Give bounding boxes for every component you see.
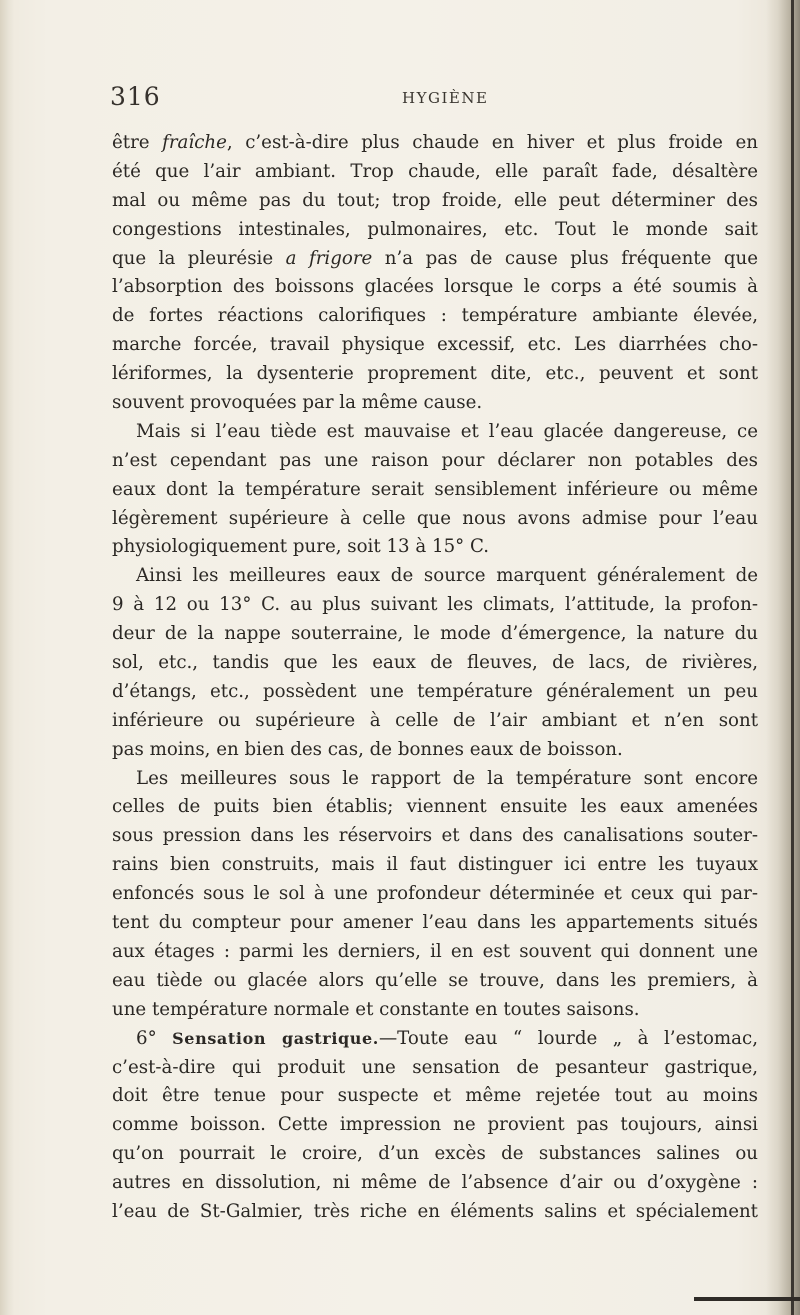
- text-line: enfoncés sous le sol à une profondeur déterminée et ceux qui par-: [112, 883, 758, 905]
- running-title: HYGIÈNE: [402, 89, 489, 107]
- page-edge-shadow: [766, 0, 800, 1315]
- text-line: l’eau de St-Galmier, très riche en éléments salins et spécialement: [112, 1200, 758, 1222]
- text-line: congestions intestinales, pulmonaires, etc. Tout le monde sait: [112, 218, 758, 240]
- text-line: doit être tenue pour suspecte et même rejetée tout au moins: [112, 1085, 758, 1107]
- italic-term: fraîche: [162, 132, 227, 153]
- text-line: pas moins, en bien des cas, de bonnes eaux de boisson.: [112, 738, 623, 760]
- text-line: souvent provoquées par la même cause.: [112, 392, 483, 414]
- text-line: tent du compteur pour amener l’eau dans les appartements situés: [112, 912, 758, 934]
- text-line: qu’on pourrait le croire, d’un excès de substances salines ou: [112, 1143, 758, 1165]
- page-bottom-rule: [694, 1297, 800, 1301]
- section-heading: Sensation gastrique.: [172, 1028, 379, 1048]
- text-line: physiologiquement pure, soit 13 à 15° C.: [112, 536, 490, 558]
- italic-term: a frigore: [285, 247, 373, 269]
- text-line: n’est cependant pas une raison pour déclarer non potables des: [112, 449, 758, 471]
- text-line: de fortes réactions calorifiques : température ambiante élevée,: [112, 305, 758, 327]
- text-line: que la pleurésie a frigore n’a pas de cause plus fréquente que: [112, 247, 758, 269]
- body-text: [112, 129, 758, 1227]
- page-binding-shadow: [0, 0, 14, 1315]
- text-line: été que l’air ambiant. Trop chaude, elle paraît fade, désaltère: [112, 160, 758, 182]
- page-number: 316: [110, 82, 161, 111]
- text-line: inférieure ou supérieure à celle de l’air ambiant et n’en sont: [112, 709, 758, 731]
- text-line: sous pression dans les réservoirs et dans des canalisations souter-: [112, 825, 758, 847]
- text-line: comme boisson. Cette impression ne provient pas toujours, ainsi: [112, 1114, 758, 1136]
- text-line: une température normale et constante en toutes saisons.: [112, 998, 640, 1020]
- section-heading-line: 6° Sensation gastrique.—Toute eau “ lourde „ à l’estomac,: [136, 1027, 758, 1049]
- text-line: aux étages : parmi les derniers, il en est souvent qui donnent une: [112, 940, 758, 962]
- text-line: c’est-à-dire qui produit une sensation de pesanteur gastrique,: [112, 1056, 758, 1078]
- text-line: Ainsi les meilleures eaux de source marquent généralement de: [136, 565, 758, 587]
- text-line: eau tiède ou glacée alors qu’elle se trouve, dans les premiers, à: [112, 969, 758, 991]
- text-line: mal ou même pas du tout; trop froide, elle peut déterminer des: [112, 189, 758, 211]
- text-line: eaux dont la température serait sensiblement inférieure ou même: [112, 478, 758, 500]
- text-line: deur de la nappe souterraine, le mode d’émergence, la nature du: [112, 623, 758, 645]
- text-line: rains bien construits, mais il faut distinguer ici entre les tuyaux: [112, 854, 758, 876]
- text-line: Les meilleures sous le rapport de la température sont encore: [136, 767, 758, 789]
- text-line: d’étangs, etc., possèdent une température généralement un peu: [112, 680, 758, 702]
- text-line: légèrement supérieure à celle que nous avons admise pour l’eau: [112, 507, 758, 529]
- text-line: Mais si l’eau tiède est mauvaise et l’eau glacée dangereuse, ce: [136, 420, 758, 442]
- page-edge-rule: [791, 0, 794, 1315]
- text-line: autres en dissolution, ni même de l’absence d’air ou d’oxygène :: [112, 1172, 758, 1194]
- text-line: celles de puits bien établis; viennent ensuite les eaux amenées: [112, 796, 758, 818]
- running-head: [110, 82, 760, 112]
- text-line: marche forcée, travail physique excessif, etc. Les diarrhées cho-: [112, 334, 758, 356]
- text-line: sol, etc., tandis que les eaux de fleuves, de lacs, de rivières,: [112, 652, 758, 674]
- text-line: être fraîche, c’est-à-dire plus chaude en hiver et plus froide en: [112, 132, 759, 153]
- text-line: 9 à 12 ou 13° C. au plus suivant les climats, l’attitude, la profon-: [112, 594, 758, 616]
- text-line: lériformes, la dysenterie proprement dite, etc., peuvent et sont: [112, 363, 758, 385]
- text-line: l’absorption des boissons glacées lorsque le corps a été soumis à: [112, 276, 758, 298]
